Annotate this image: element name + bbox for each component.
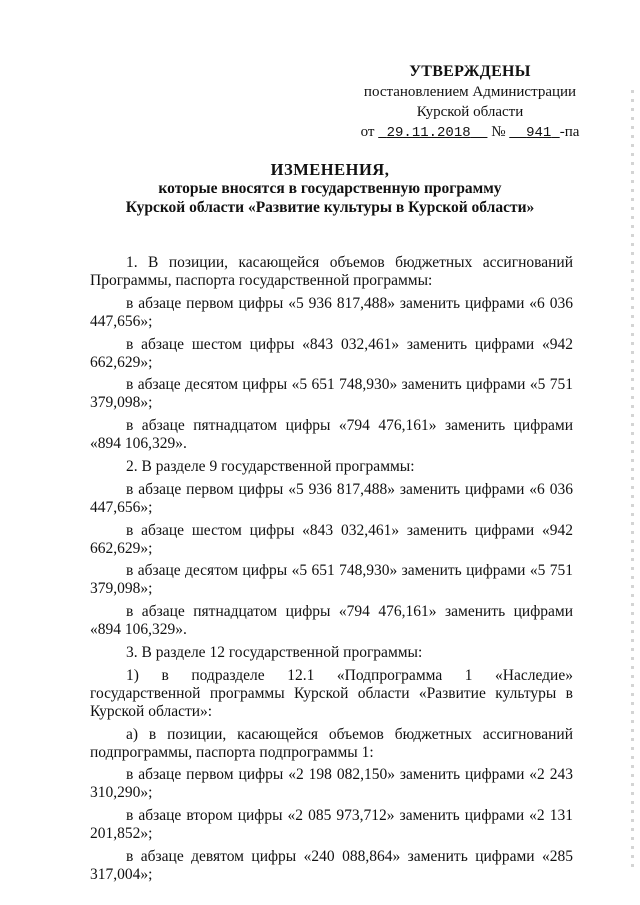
paragraph: 3. В разделе 12 государственной программы: xyxy=(126,643,423,661)
paragraph: в абзаце шестом цифры «843 032,461» заменить цифрами «942 662,629»; xyxy=(90,335,573,371)
paragraph: в абзаце десятом цифры «5 651 748,930» заменить цифрами «5 751 379,098»; xyxy=(90,562,573,598)
paragraph: в абзаце втором цифры «2 085 973,712» заменить цифрами «2 131 201,852»; xyxy=(90,807,573,843)
paragraph: 1) в подразделе 12.1 «Подпрограмма 1 «Наследие» государственной программы Курской области «Развитие культуры в Курской области»: xyxy=(90,666,573,720)
heading-line-2: Курской области «Развитие культуры в Курской области» xyxy=(125,199,535,216)
paragraph: в абзаце шестом цифры «843 032,461» заменить цифрами «942 662,629»; xyxy=(90,521,573,557)
approval-title: УТВЕРЖДЕНЫ xyxy=(409,63,531,80)
order-date: 29.11.2018 xyxy=(386,125,471,141)
paragraph: в абзаце пятнадцатом цифры «794 476,161» заменить цифрами «894 106,329». xyxy=(90,603,573,639)
paragraph: в абзаце девятом цифры «240 088,864» заменить цифрами «285 317,004»; xyxy=(90,847,573,883)
approval-line-2: Курской области xyxy=(416,104,524,120)
paragraph: 2. В разделе 9 государственной программы: xyxy=(126,457,415,475)
order-number: 941 xyxy=(526,125,552,141)
approval-stamp xyxy=(360,62,580,143)
paragraph: в абзаце первом цифры «5 936 817,488» заменить цифрами «6 036 447,656»; xyxy=(90,294,573,330)
heading-line-1: которые вносятся в государственную программу xyxy=(158,180,502,197)
from-label: от xyxy=(360,124,375,140)
document-body xyxy=(90,254,573,889)
number-label: № xyxy=(491,124,506,140)
paragraph: в абзаце первом цифры «2 198 082,150» заменить цифрами «2 243 310,290»; xyxy=(90,766,573,802)
heading-title: ИЗМЕНЕНИЯ, xyxy=(270,160,390,179)
paragraph: в абзаце пятнадцатом цифры «794 476,161» заменить цифрами «894 106,329». xyxy=(90,417,573,453)
number-suffix: -па xyxy=(559,124,580,140)
paragraph: в абзаце первом цифры «5 936 817,488» заменить цифрами «6 036 447,656»; xyxy=(90,480,573,516)
paragraph: а) в позиции, касающейся объемов бюджетных ассигнований подпрограммы, паспорта подпрограммы 1: xyxy=(90,725,573,761)
approval-line-1: постановлением Администрации xyxy=(363,84,577,100)
approval-order-line xyxy=(360,122,580,143)
paragraph: в абзаце десятом цифры «5 651 748,930» заменить цифрами «5 751 379,098»; xyxy=(90,376,573,412)
scan-edge-artifact xyxy=(631,90,634,870)
document-heading xyxy=(100,160,560,217)
paragraph: 1. В позиции, касающейся объемов бюджетных ассигнований Программы, паспорта государственной программы: xyxy=(90,254,573,289)
